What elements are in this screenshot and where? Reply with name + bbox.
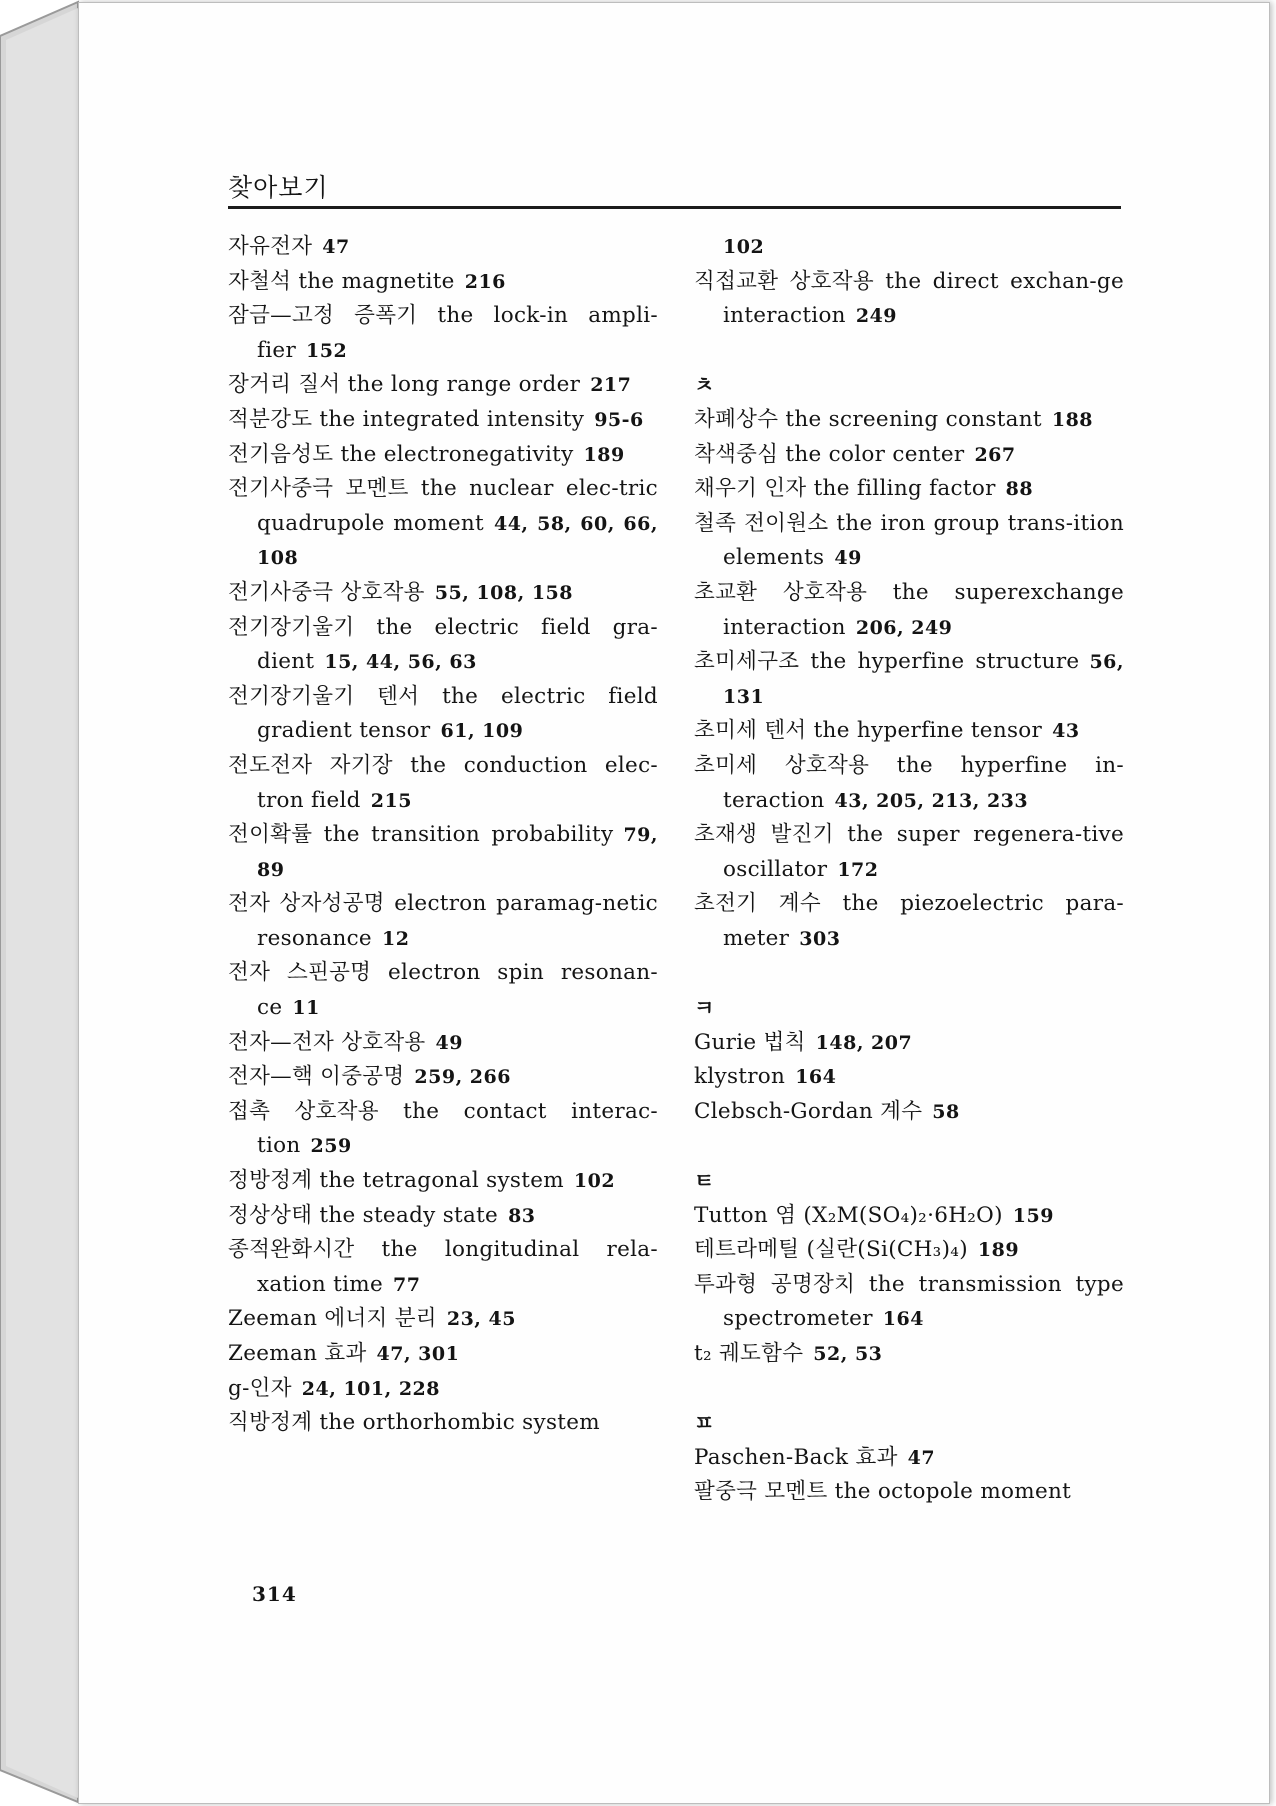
index-page-refs: 95-6 bbox=[594, 408, 644, 431]
index-page-refs: 47 bbox=[907, 1446, 936, 1469]
index-entry bbox=[228, 265, 658, 300]
index-term: 장거리 질서 the long range order bbox=[228, 372, 581, 398]
continued-page-refs bbox=[694, 230, 1124, 265]
index-entry bbox=[694, 818, 1124, 887]
index-term: 초재생 발진기 the super regenera-tive oscillator bbox=[694, 822, 1124, 882]
index-page-refs: 267 bbox=[974, 443, 1016, 466]
index-page-refs: 23, 45 bbox=[446, 1308, 516, 1331]
index-entry bbox=[694, 645, 1124, 714]
index-term: 전자—핵 이중공명 bbox=[228, 1064, 405, 1090]
index-entry bbox=[694, 1475, 1124, 1510]
index-entry bbox=[694, 1337, 1124, 1372]
index-entry bbox=[694, 1095, 1124, 1130]
index-page-refs: 217 bbox=[590, 374, 632, 397]
index-entry bbox=[694, 1199, 1124, 1234]
index-term: 자철석 the magnetite bbox=[228, 268, 455, 294]
index-term: 자유전자 bbox=[228, 234, 313, 259]
index-page-refs: 102 bbox=[573, 1170, 616, 1193]
index-term: t₂ 궤도함수 bbox=[694, 1341, 804, 1366]
index-term: 초미세 텐서 the hyperfine tensor bbox=[694, 718, 1043, 744]
index-term: Tutton 염 (X₂M(SO₄)₂·6H₂O) bbox=[694, 1202, 1003, 1228]
index-term: 초전기 계수 the piezoelectric para-meter bbox=[694, 891, 1124, 951]
page-number: 314 bbox=[252, 1582, 297, 1606]
index-page-refs: 215 bbox=[370, 789, 412, 812]
index-page-refs: 206, 249 bbox=[855, 616, 953, 639]
section-letter-heading: ㅊ bbox=[694, 373, 715, 398]
index-page-refs: 164 bbox=[882, 1308, 924, 1331]
running-head: 찾아보기 bbox=[228, 173, 329, 202]
index-page-refs: 188 bbox=[1051, 408, 1094, 431]
index-term: Clebsch-Gordan 계수 bbox=[694, 1098, 923, 1124]
index-term: 전자 스핀공명 electron spin resonan-ce bbox=[228, 960, 658, 1021]
section-letter-heading: ㅋ bbox=[694, 996, 715, 1021]
index-entry bbox=[228, 576, 658, 611]
index-entry bbox=[228, 1337, 658, 1372]
index-term: 직방정계 the orthorhombic system bbox=[228, 1410, 600, 1436]
index-entry bbox=[694, 714, 1124, 749]
index-term: 정방정계 the tetragonal system bbox=[228, 1168, 564, 1194]
index-entry bbox=[228, 230, 658, 265]
index-page-refs: 43, 205, 213, 233 bbox=[834, 789, 1029, 812]
index-term: 전도전자 자기장 the conduction elec-tron field bbox=[228, 752, 658, 813]
index-page-refs: 259 bbox=[310, 1135, 352, 1158]
index-page-refs: 303 bbox=[799, 927, 841, 950]
index-term: 정상상태 the steady state bbox=[228, 1202, 499, 1228]
index-entry bbox=[694, 472, 1124, 507]
index-page-refs: 148, 207 bbox=[815, 1031, 913, 1054]
index-term: 적분강도 the integrated intensity bbox=[228, 406, 585, 432]
index-entry bbox=[228, 1164, 658, 1199]
index-term: 전기사중극 모멘트 the nuclear elec-tric quadrupole moment bbox=[228, 476, 658, 536]
section-letter-heading: ㅍ bbox=[694, 1411, 715, 1436]
index-entry bbox=[228, 438, 658, 473]
index-entry bbox=[228, 611, 658, 680]
index-page-refs: 49 bbox=[435, 1031, 463, 1054]
index-term: Gurie 법칙 bbox=[694, 1029, 806, 1055]
index-term: klystron bbox=[694, 1064, 786, 1090]
index-entry bbox=[694, 887, 1124, 956]
index-page-refs: 47 bbox=[322, 236, 350, 258]
index-entry bbox=[228, 472, 658, 576]
index-page-refs: 24, 101, 228 bbox=[301, 1377, 441, 1400]
index-entry bbox=[694, 438, 1124, 473]
index-page-refs: 172 bbox=[837, 858, 879, 881]
index-page-refs: 15, 44, 56, 63 bbox=[324, 651, 477, 674]
index-term: 직접교환 상호작용 the direct exchan-ge interaction bbox=[694, 268, 1124, 329]
index-entry bbox=[228, 749, 658, 818]
index-page-refs: 11 bbox=[292, 997, 320, 1020]
index-entry bbox=[228, 1026, 658, 1061]
index-page-refs: 189 bbox=[977, 1239, 1020, 1262]
index-page-refs: 58 bbox=[932, 1100, 960, 1123]
index-page-refs: 47, 301 bbox=[376, 1343, 460, 1365]
index-column-right bbox=[694, 230, 1124, 1510]
index-entry bbox=[694, 507, 1124, 576]
index-term: 전기장기울기 the electric field gra-dient bbox=[228, 614, 658, 675]
index-page-refs: 61, 109 bbox=[440, 720, 524, 743]
index-term: 초미세 상호작용 the hyperfine in-teraction bbox=[694, 752, 1124, 813]
index-term: 접촉 상호작용 the contact interac-tion bbox=[228, 1098, 658, 1159]
index-entry bbox=[694, 1233, 1124, 1268]
index-entry bbox=[228, 1372, 658, 1407]
index-term: 투과형 공명장치 the transmission type spectrometer bbox=[694, 1271, 1124, 1332]
index-entry bbox=[228, 956, 658, 1025]
index-column-left bbox=[228, 230, 658, 1441]
index-entry bbox=[228, 680, 658, 749]
index-page-refs: 12 bbox=[381, 927, 410, 950]
index-entry bbox=[228, 299, 658, 368]
index-term: 전자 상자성공명 electron paramag-netic resonance bbox=[228, 891, 658, 951]
index-term: Zeeman 효과 bbox=[228, 1341, 367, 1366]
index-page-refs: 164 bbox=[795, 1066, 837, 1089]
index-term: Zeeman 에너지 분리 bbox=[228, 1306, 437, 1332]
index-entry bbox=[694, 1026, 1124, 1061]
index-entry bbox=[228, 368, 658, 403]
index-entry bbox=[228, 1095, 658, 1164]
index-term: 착색중심 the color center bbox=[694, 441, 965, 467]
index-term: 초미세구조 the hyperfine structure bbox=[694, 649, 1080, 675]
index-entry bbox=[694, 749, 1124, 818]
index-entry bbox=[694, 1268, 1124, 1337]
index-page-refs: 189 bbox=[583, 443, 625, 466]
index-entry bbox=[228, 1060, 658, 1095]
header-rule bbox=[228, 206, 1121, 209]
index-page-refs: 159 bbox=[1012, 1204, 1054, 1227]
index-page-refs: 55, 108, 158 bbox=[434, 581, 573, 604]
index-term: 팔중극 모멘트 the octopole moment bbox=[694, 1479, 1072, 1505]
index-term: 잠금—고정 증폭기 the lock-in ampli-fier bbox=[228, 303, 658, 363]
index-page-refs: 77 bbox=[393, 1273, 421, 1296]
index-term: 전기사중극 상호작용 bbox=[228, 579, 425, 605]
section-letter-heading: ㅌ bbox=[694, 1169, 715, 1194]
index-term: 차폐상수 the screening constant bbox=[694, 406, 1042, 432]
index-term: 전기음성도 the electronegativity bbox=[228, 441, 574, 467]
index-term: 철족 전이원소 the iron group trans-ition elements bbox=[694, 510, 1124, 571]
index-page-refs: 83 bbox=[508, 1204, 536, 1227]
index-entry bbox=[694, 1441, 1124, 1476]
index-page-refs: 249 bbox=[855, 305, 898, 328]
index-page-refs: 259, 266 bbox=[414, 1066, 511, 1089]
index-entry bbox=[694, 403, 1124, 438]
index-entry bbox=[228, 1199, 658, 1234]
index-page-refs: 49 bbox=[834, 547, 862, 570]
index-page-refs: 216 bbox=[464, 270, 506, 293]
index-term: 채우기 인자 the filling factor bbox=[694, 476, 996, 502]
index-entry bbox=[228, 403, 658, 438]
index-page-refs: 43 bbox=[1052, 720, 1080, 743]
index-page-refs: 102 bbox=[723, 236, 765, 258]
index-page-refs: 44, 58, 60, 66, 108 bbox=[257, 512, 658, 570]
index-entry bbox=[228, 1233, 658, 1302]
index-entry bbox=[694, 265, 1124, 334]
index-term: 전자—전자 상호작용 bbox=[228, 1029, 426, 1055]
index-page-refs: 152 bbox=[306, 339, 348, 362]
index-term: g-인자 bbox=[228, 1375, 292, 1401]
index-term: Paschen-Back 효과 bbox=[694, 1444, 898, 1470]
index-page-refs: 79, 89 bbox=[257, 824, 658, 881]
index-page-refs: 52, 53 bbox=[813, 1343, 883, 1365]
index-page-refs: 88 bbox=[1005, 478, 1034, 501]
index-entry bbox=[228, 887, 658, 956]
index-term: 초교환 상호작용 the superexchange interaction bbox=[694, 579, 1124, 640]
index-entry bbox=[228, 1406, 658, 1441]
index-term: 전기장기울기 텐서 the electric field gradient tensor bbox=[228, 683, 658, 744]
index-term: 종적완화시간 the longitudinal rela-xation time bbox=[228, 1237, 658, 1297]
index-entry bbox=[228, 818, 658, 887]
index-entry bbox=[694, 1060, 1124, 1095]
index-page-refs: 56, 131 bbox=[723, 651, 1124, 708]
index-entry bbox=[228, 1302, 658, 1337]
index-term: 테트라메틸 (실란(Si(CH₃)₄) bbox=[694, 1237, 968, 1263]
index-term: 전이확률 the transition probability bbox=[228, 822, 614, 848]
index-entry bbox=[694, 576, 1124, 645]
